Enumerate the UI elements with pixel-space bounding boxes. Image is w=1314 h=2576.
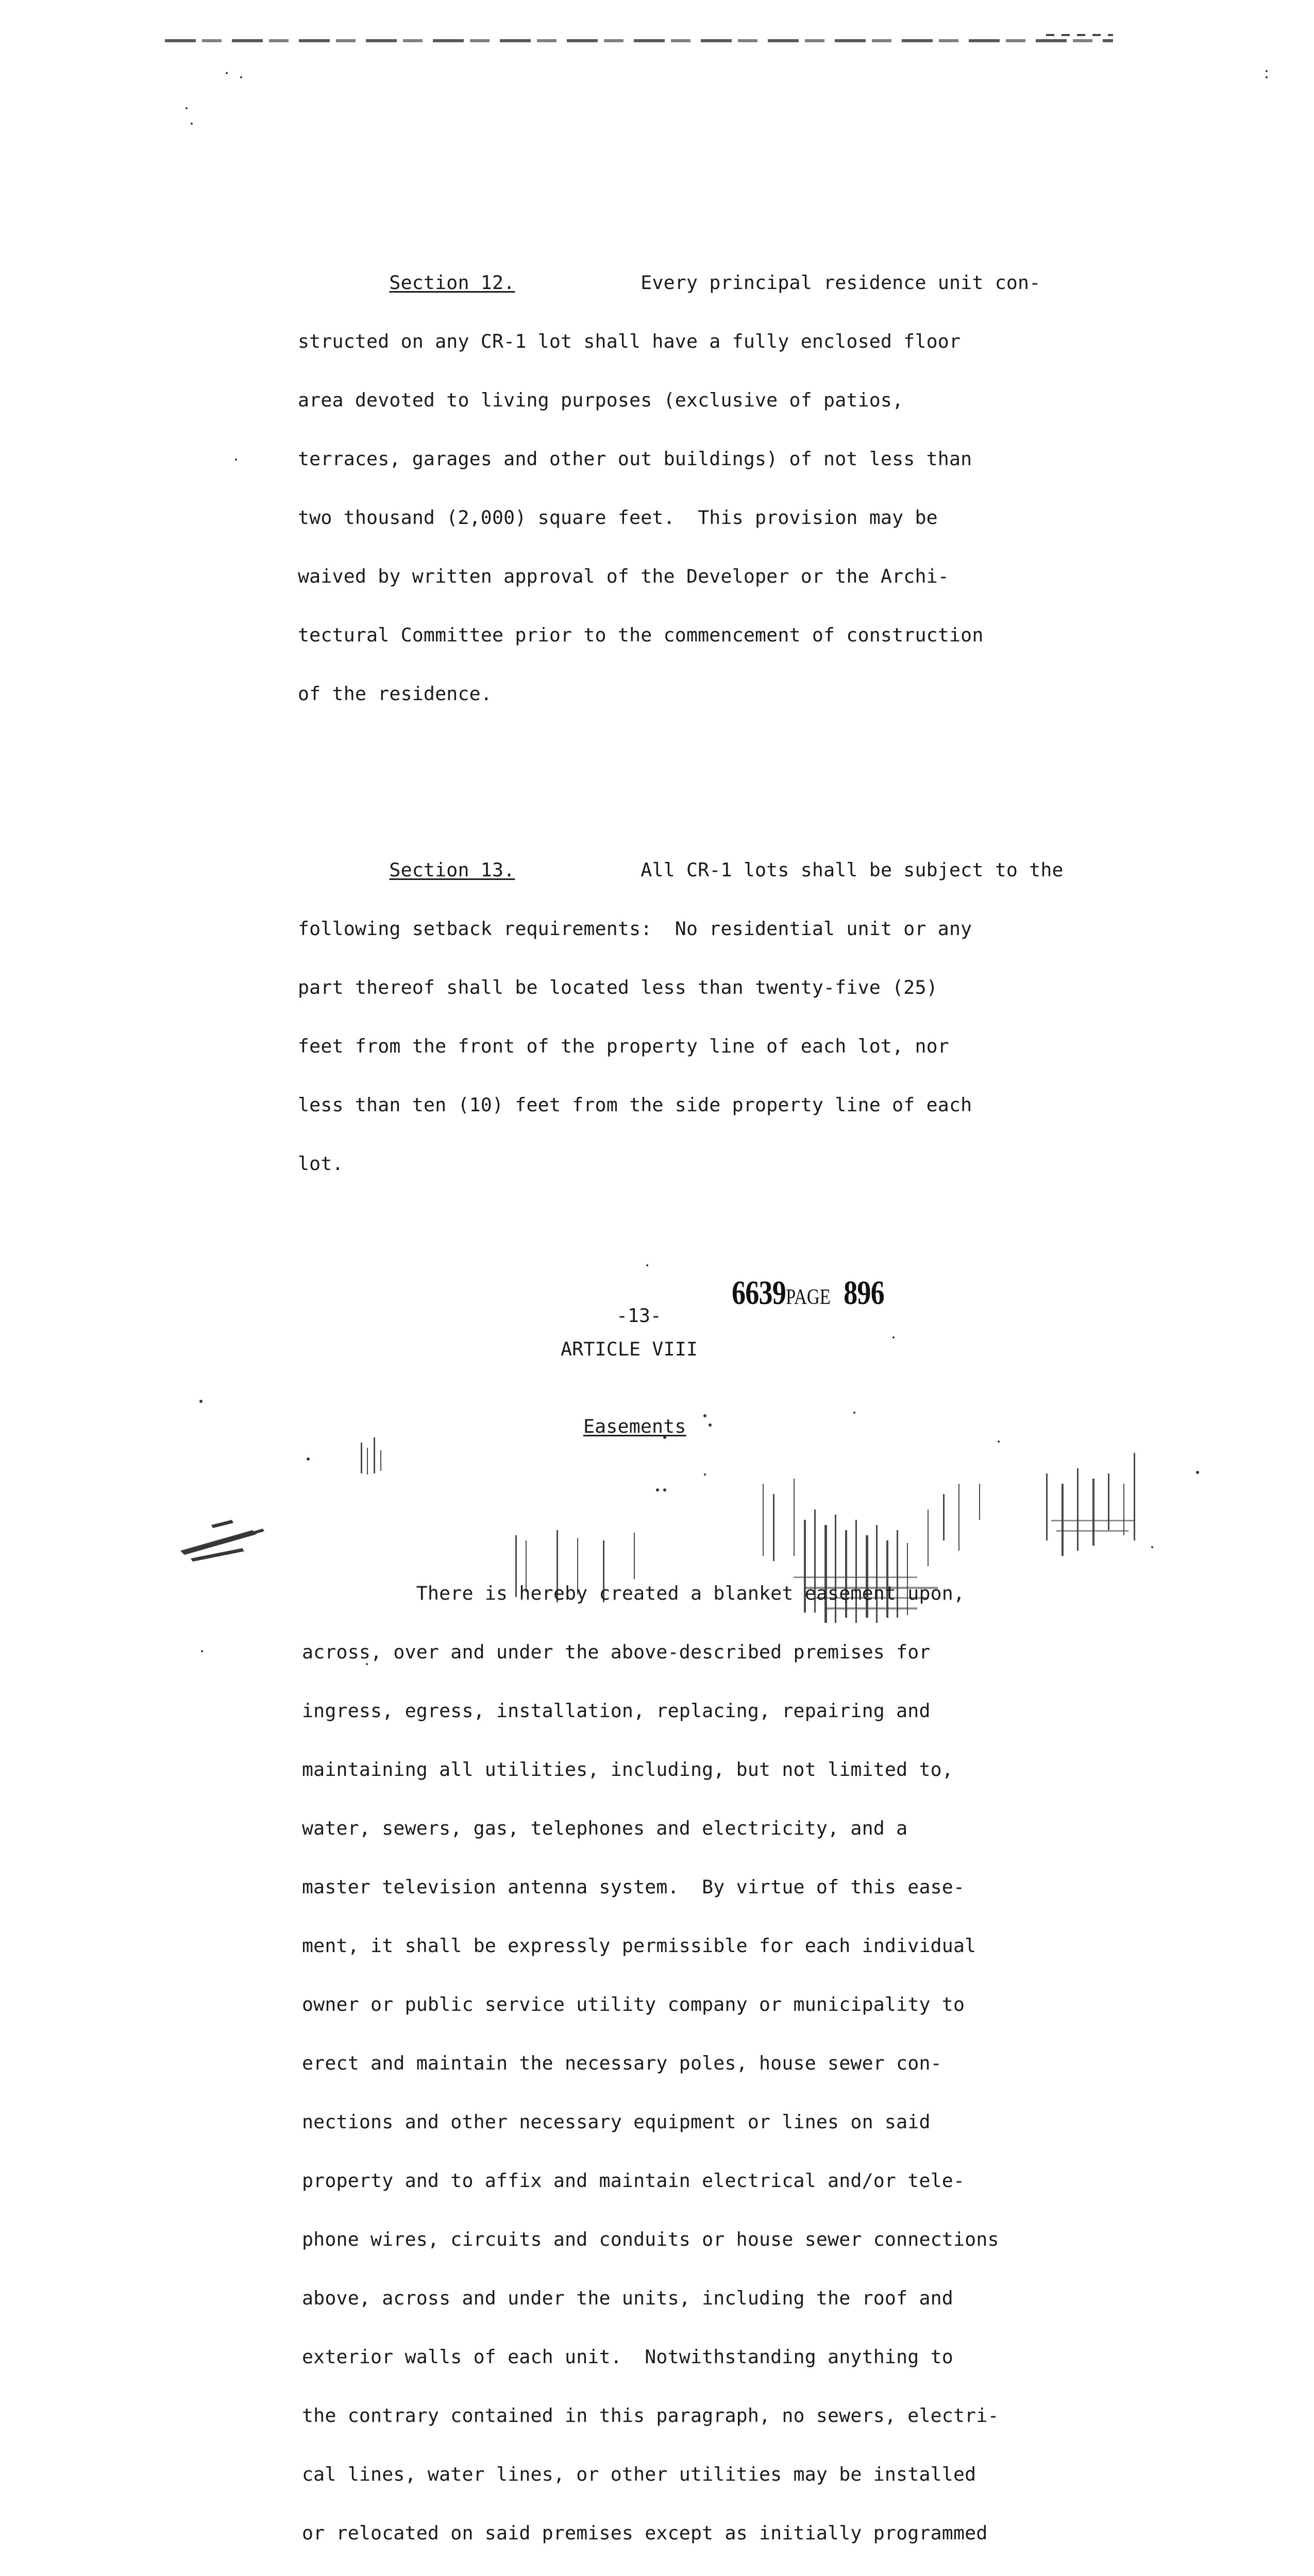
easement-1-line: owner or public service utility company or municipality to [302, 1993, 965, 2015]
easement-1-line: ment, it shall be expressly permissible for each individual [302, 1935, 976, 1957]
document-body [298, 175, 1064, 2576]
book-number: 6639 [732, 1274, 786, 1312]
section-13-line: feet from the front of the property line of each lot, nor [298, 1035, 949, 1057]
easement-1-line: or relocated on said premises except as initially programmed [302, 2522, 988, 2544]
easement-1-line: There is hereby created a blanket easement upon, [302, 1582, 965, 1604]
book-page-number: 896 [844, 1274, 884, 1312]
article-title-line [298, 1340, 1050, 1359]
section-12-line: of the residence. [298, 683, 492, 705]
easement-1-line: above, across and under the units, including the roof and [302, 2287, 953, 2309]
section-12-line: terraces, garages and other out buildings) of not less than [298, 448, 972, 470]
section-12-line: structed on any CR-1 lot shall have a fully enclosed floor [298, 330, 961, 352]
section-12-paragraph [298, 234, 1050, 743]
easement-1-line: master television antenna system. By virtue of this ease- [302, 1876, 965, 1898]
article-subtitle-line [298, 1417, 1050, 1436]
book-page-label: PAGE [785, 1285, 831, 1309]
easement-1-line: nections and other necessary equipment or lines on said [302, 2111, 931, 2133]
easement-1-line: phone wires, circuits and conduits or house sewer connections [302, 2228, 999, 2250]
section-12-first-line [298, 273, 1050, 293]
easement-1-line: cal lines, water lines, or other utilities may be installed [302, 2463, 976, 2485]
easement-1-line: ingress, egress, installation, replacing, repairing and [302, 1700, 931, 1722]
section-12-line: area devoted to living purposes (exclusive of patios, [298, 389, 904, 411]
section-13-line: less than ten (10) feet from the side property line of each [298, 1094, 972, 1116]
easement-1-line: maintaining all utilities, including, but not limited to, [302, 1758, 953, 1781]
easement-1-line: property and to affix and maintain electrical and/or tele- [302, 2170, 965, 2192]
page-number: -13- [616, 1304, 662, 1327]
section-13-line: lot. [298, 1153, 344, 1175]
easement-1-line: erect and maintain the necessary poles, house sewer con- [302, 2052, 942, 2074]
section-12-line: Every principal residence unit con- [515, 272, 1041, 294]
section-12-line: tectural Committee prior to the commencement of construction [298, 624, 984, 646]
section-12-line: two thousand (2,000) square feet. This provision may be [298, 506, 938, 529]
section-13-first-line [298, 859, 1064, 881]
section-13-line: following setback requirements: No residential unit or any [298, 918, 972, 940]
section-13-paragraph [298, 821, 1064, 1213]
section-13-line: part thereof shall be located less than twenty-five (25) [298, 976, 938, 998]
easement-1-line: water, sewers, gas, telephones and electricity, and a [302, 1817, 908, 1839]
easement-paragraph-1 [298, 1545, 1050, 2576]
section-12-line: waived by written approval of the Developer or the Archi- [298, 565, 949, 587]
easement-1-line: the contrary contained in this paragraph, no sewers, electri- [302, 2404, 999, 2427]
article-subtitle: Easements [583, 1415, 686, 1437]
section-13-heading: Section 13. [389, 859, 515, 881]
book-page-stamp [732, 1274, 884, 1313]
section-12-heading: Section 12. [389, 272, 515, 294]
easement-1-line: across, over and under the above-described premises for [302, 1641, 931, 1663]
article-heading-block [298, 1291, 1050, 1476]
easement-1-line: exterior walls of each unit. Notwithstanding anything to [302, 2346, 953, 2368]
section-13-line: All CR-1 lots shall be subject to the [515, 859, 1064, 881]
article-title: ARTICLE VIII [561, 1338, 698, 1360]
